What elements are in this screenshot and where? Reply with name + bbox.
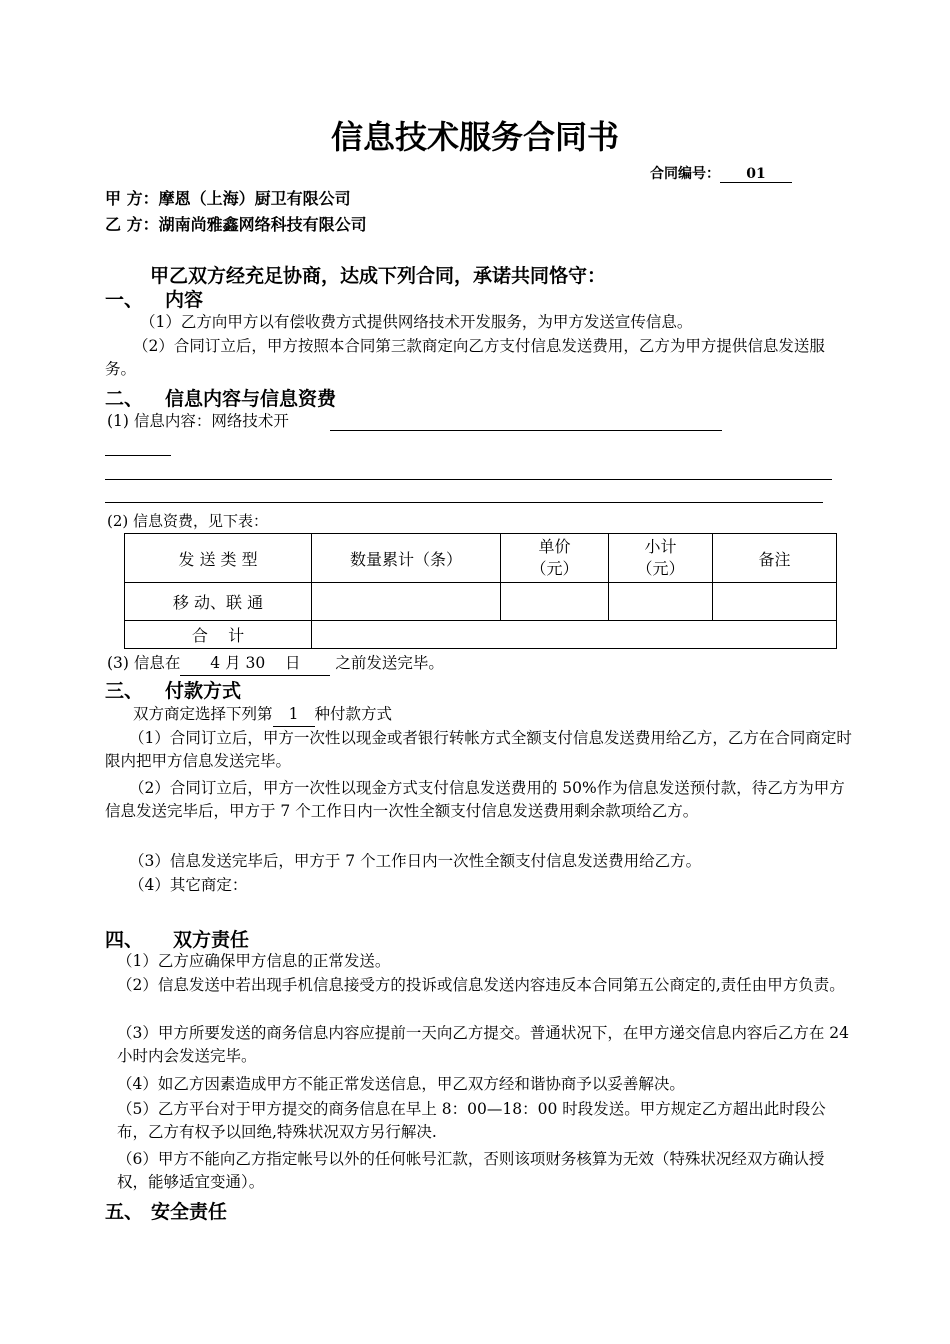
row-total-label: 合 计 bbox=[125, 621, 312, 649]
deadline-month: 4 bbox=[210, 654, 221, 672]
deadline-suffix: 之前发送完毕。 bbox=[335, 654, 444, 672]
section-4-paragraph-4: （4）如乙方因素造成甲方不能正常发送信息，甲乙双方经和谐协商予以妥善解决。 bbox=[117, 1075, 685, 1093]
section-4-paragraph-3: （3）甲方所要发送的商务信息内容应提前一天向乙方提交。普通状况下，在甲方递交信息内容后乙方在 24 小时内会发送完毕。 bbox=[117, 1024, 850, 1065]
intro-statement: 甲乙双方经充足协商，达成下列合同，承诺共同恪守： bbox=[150, 265, 607, 287]
info-content-line bbox=[107, 410, 289, 433]
section-2-title: 信息内容与信息资费 bbox=[165, 388, 337, 410]
party-b-label: 乙 方： bbox=[105, 215, 159, 234]
section-4-number: 四、 bbox=[105, 929, 144, 951]
party-a-name: 摩恩（上海）厨卫有限公司 bbox=[158, 189, 351, 208]
section-3-title: 付款方式 bbox=[165, 680, 242, 702]
section-3-paragraph-2: （2）合同订立后，甲方一次性以现金方式支付信息发送费用的 50%作为信息发送预付款，待乙方为甲方信息发送完毕后，甲方于 7 个工作日内一次性全额支付信息发送费用剩余款项给乙方。 bbox=[105, 779, 845, 820]
section-3-number: 三、 bbox=[105, 680, 144, 702]
contract-number-label: 合同编号： bbox=[650, 166, 720, 182]
section-4-paragraph-6: （6）甲方不能向乙方指定帐号以外的任何帐号汇款，否则该项财务核算为无效（特殊状况经双方确认授权，能够适宜变通）。 bbox=[117, 1150, 825, 1191]
table-row bbox=[125, 583, 837, 621]
page-title: 信息技术服务合同书 bbox=[330, 118, 619, 156]
row-carrier-label: 移 动、联 通 bbox=[125, 583, 312, 621]
party-b-name: 湖南尚雅鑫网络科技有限公司 bbox=[158, 215, 367, 234]
table-row bbox=[125, 621, 837, 649]
blank-line-3 bbox=[105, 502, 823, 503]
section-1-title: 内容 bbox=[165, 289, 204, 311]
blank-line-2 bbox=[105, 479, 832, 480]
section-1-heading bbox=[105, 285, 203, 312]
party-b bbox=[105, 212, 367, 235]
header-unit-price-label: 单价 bbox=[538, 537, 571, 556]
deadline-month-unit: 月 bbox=[225, 654, 241, 672]
section-4-paragraph-2: （2）信息发送中若出现手机信息接受方的投诉或信息发送内容违反本合同第五公商定的,责任由甲方负责。 bbox=[117, 976, 845, 994]
section-3-heading bbox=[105, 676, 241, 703]
party-a bbox=[105, 186, 351, 209]
deadline-date bbox=[180, 652, 330, 676]
header-unit-price bbox=[501, 534, 609, 583]
header-subtotal-unit: （元） bbox=[636, 559, 685, 578]
header-send-type: 发 送 类 型 bbox=[125, 534, 312, 583]
header-unit-price-unit: （元） bbox=[530, 559, 579, 578]
deadline-day-unit: 日 bbox=[284, 654, 301, 672]
section-3-paragraph-1: （1）合同订立后，甲方一次性以现金或者银行转帐方式全额支付信息发送费用给乙方，乙方在合同商定时限内把甲方信息发送完毕。 bbox=[105, 729, 852, 770]
info-content-value: 网络技术开 bbox=[211, 412, 289, 430]
header-subtotal-label: 小计 bbox=[644, 537, 677, 556]
contract-number bbox=[650, 163, 792, 183]
section-2-number: 二、 bbox=[105, 388, 144, 410]
info-content-label: (1) 信息内容： bbox=[107, 412, 212, 430]
info-content-underline bbox=[330, 430, 722, 431]
section-5-heading bbox=[105, 1197, 227, 1224]
row-carrier-subtotal bbox=[609, 583, 713, 621]
section-3-paragraph-4: （4）其它商定： bbox=[129, 876, 248, 894]
contract-number-value: 01 bbox=[720, 166, 792, 183]
blank-line-1 bbox=[105, 455, 171, 456]
fee-label: (2) 信息资费，见下表： bbox=[107, 512, 269, 530]
section-4-paragraph-1: （1）乙方应确保甲方信息的正常发送。 bbox=[117, 952, 391, 970]
section-4-heading bbox=[105, 925, 249, 952]
section-5-title: 安全责任 bbox=[151, 1201, 228, 1223]
section-3-paragraph-3: （3）信息发送完毕后，甲方于 7 个工作日内一次性全额支付信息发送费用给乙方。 bbox=[129, 852, 702, 870]
section-1-number: 一、 bbox=[105, 289, 144, 311]
section-4-title: 双方责任 bbox=[173, 929, 250, 951]
party-a-label: 甲 方： bbox=[105, 189, 159, 208]
row-carrier-quantity bbox=[312, 583, 501, 621]
deadline-prefix: (3) 信息在 bbox=[107, 654, 181, 672]
deadline-day: 30 bbox=[245, 654, 266, 672]
deadline-line bbox=[107, 652, 444, 676]
fee-table bbox=[124, 533, 837, 649]
table-header-row bbox=[125, 534, 837, 583]
payment-choice-suffix: 种付款方式 bbox=[314, 705, 393, 723]
section-2-heading bbox=[105, 384, 336, 411]
payment-choice-prefix: 双方商定选择下列第 bbox=[133, 705, 273, 723]
section-1-paragraph-2: （2）合同订立后，甲方按照本合同第三款商定向乙方支付信息发送费用，乙方为甲方提供信息发送服务。 bbox=[105, 337, 825, 378]
header-subtotal bbox=[609, 534, 713, 583]
row-total-value bbox=[312, 621, 837, 649]
row-carrier-unit-price bbox=[501, 583, 609, 621]
header-remarks: 备注 bbox=[713, 534, 837, 583]
section-4-paragraph-5: （5）乙方平台对于甲方提交的商务信息在早上 8：00—18：00 时段发送。甲方规定乙方超出此时段公布，乙方有权予以回绝,特殊状况双方另行解决. bbox=[117, 1100, 826, 1141]
header-quantity: 数量累计（条） bbox=[312, 534, 501, 583]
payment-choice-line bbox=[133, 703, 392, 727]
section-1-paragraph-1: （1）乙方向甲方以有偿收费方式提供网络技术开发服务，为甲方发送宣传信息。 bbox=[140, 313, 693, 331]
payment-choice-value: 1 bbox=[273, 703, 315, 727]
row-carrier-remarks bbox=[713, 583, 837, 621]
section-5-number: 五、 bbox=[105, 1201, 144, 1223]
